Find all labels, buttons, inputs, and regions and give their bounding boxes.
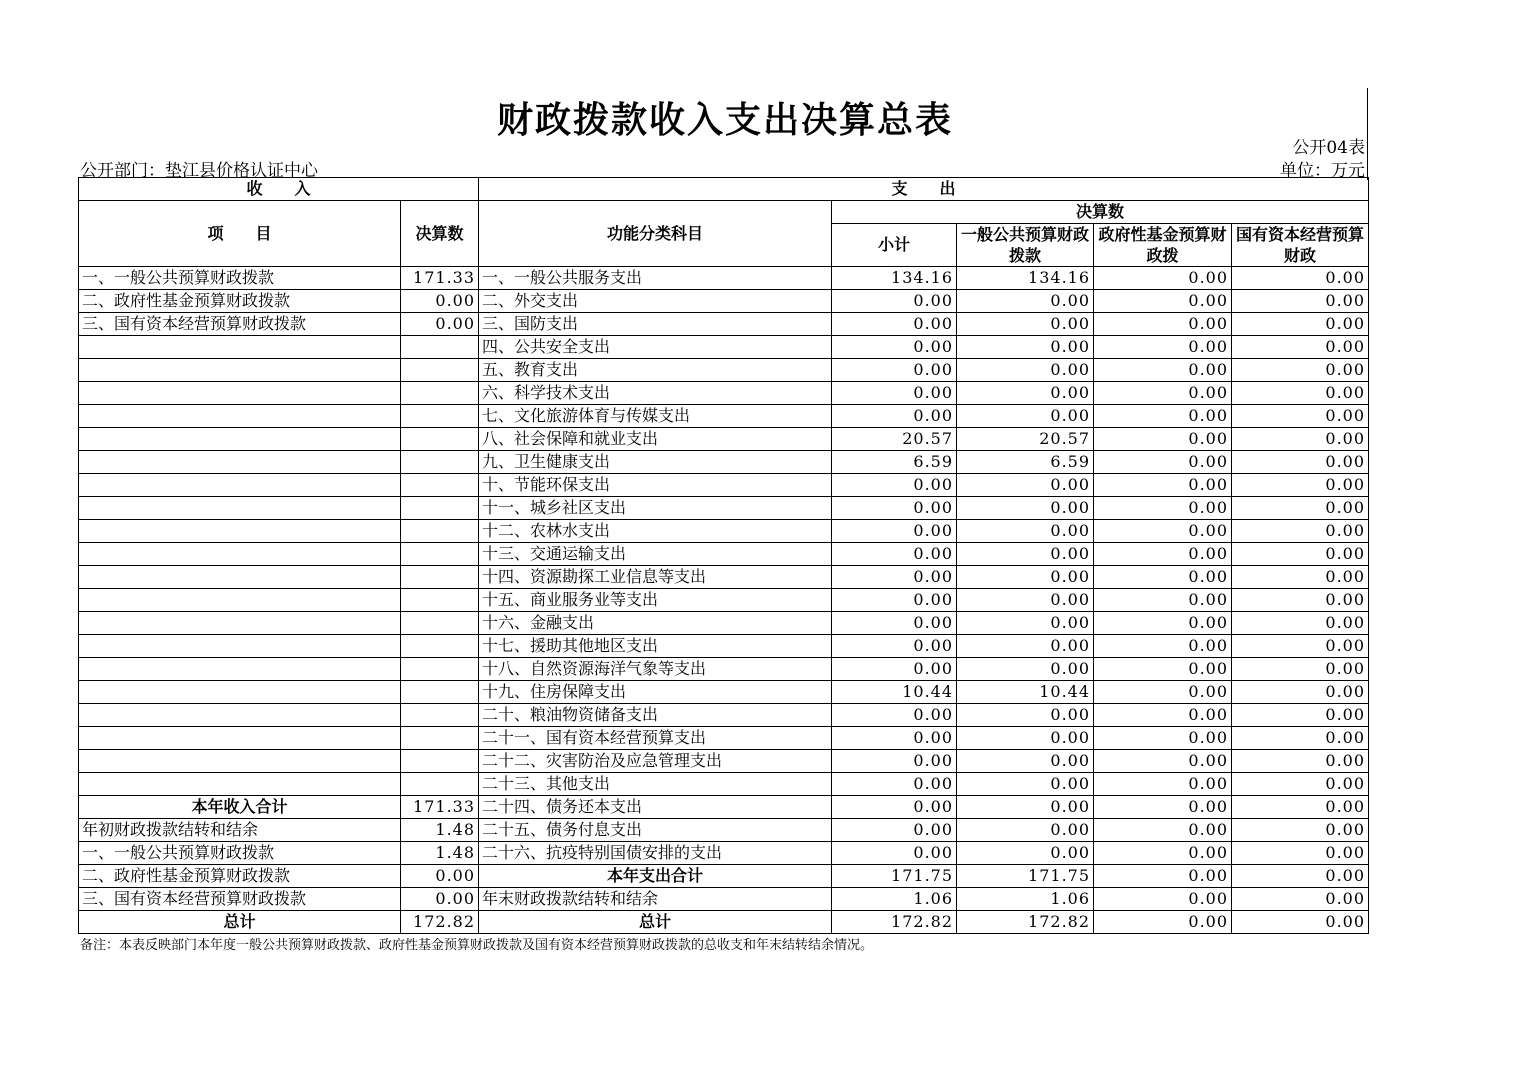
expense-item-cell: 十一、城乡社区支出 [479,497,832,520]
gov-fund-cell: 0.00 [1094,451,1232,474]
general-budget-cell: 0.00 [957,543,1094,566]
state-capital-cell: 0.00 [1232,911,1369,934]
gov-fund-cell: 0.00 [1094,267,1232,290]
table-row [79,566,1369,589]
expense-item-cell: 二、外交支出 [479,290,832,313]
income-item-cell: 一、一般公共预算财政拨款 [79,842,401,865]
subtotal-cell: 0.00 [832,543,957,566]
general-budget-cell: 0.00 [957,727,1094,750]
gov-fund-cell: 0.00 [1094,428,1232,451]
income-item-cell [79,336,401,359]
income-amount-cell [401,658,479,681]
table-row [79,359,1369,382]
income-amount-cell [401,750,479,773]
general-budget-cell: 6.59 [957,451,1094,474]
expense-item-cell: 九、卫生健康支出 [479,451,832,474]
expense-item-cell: 三、国防支出 [479,313,832,336]
table-row [79,888,1369,911]
table-row [79,313,1369,336]
subtotal-cell: 0.00 [832,290,957,313]
table-row [79,589,1369,612]
gov-fund-cell: 0.00 [1094,842,1232,865]
subtotal-cell: 0.00 [832,635,957,658]
gov-fund-cell: 0.00 [1094,566,1232,589]
header-row-1 [79,178,1369,201]
budget-table [78,177,1369,934]
general-budget-cell: 172.82 [957,911,1094,934]
gov-fund-cell: 0.00 [1094,681,1232,704]
subtotal-cell: 6.59 [832,451,957,474]
expense-item-cell: 总计 [479,911,832,934]
income-amount-cell: 0.00 [401,290,479,313]
table-row [79,290,1369,313]
expense-item-cell: 二十二、灾害防治及应急管理支出 [479,750,832,773]
table-row [79,474,1369,497]
gov-fund-cell: 0.00 [1094,773,1232,796]
income-amount-cell [401,520,479,543]
state-capital-cell: 0.00 [1232,865,1369,888]
general-budget-cell: 0.00 [957,819,1094,842]
item-header: 项 目 [79,201,401,267]
subtotal-cell: 10.44 [832,681,957,704]
income-amount-cell [401,336,479,359]
general-budget-cell: 0.00 [957,520,1094,543]
expense-item-cell: 十九、住房保障支出 [479,681,832,704]
subtotal-cell: 0.00 [832,704,957,727]
gov-fund-cell: 0.00 [1094,750,1232,773]
income-item-cell [79,451,401,474]
gov-fund-cell: 0.00 [1094,704,1232,727]
income-amount-cell: 172.82 [401,911,479,934]
general-budget-cell: 0.00 [957,842,1094,865]
general-budget-cell: 0.00 [957,589,1094,612]
right-border-line [1367,88,1368,180]
state-capital-cell: 0.00 [1232,612,1369,635]
income-item-cell [79,727,401,750]
department-label: 公开部门：垫江县价格认证中心 [80,161,318,181]
subtotal-cell: 0.00 [832,658,957,681]
general-budget-cell: 0.00 [957,290,1094,313]
income-item-cell [79,382,401,405]
gov-fund-cell: 0.00 [1094,796,1232,819]
income-amount-cell [401,497,479,520]
header-row-2 [79,201,1369,224]
general-budget-header: 一般公共预算财政拨款 [957,224,1094,267]
general-budget-cell: 171.75 [957,865,1094,888]
subtotal-cell: 0.00 [832,612,957,635]
gov-fund-cell: 0.00 [1094,474,1232,497]
gov-fund-cell: 0.00 [1094,635,1232,658]
general-budget-cell: 10.44 [957,681,1094,704]
subtotal-cell: 0.00 [832,405,957,428]
expense-item-cell: 年末财政拨款结转和结余 [479,888,832,911]
income-item-cell: 年初财政拨款结转和结余 [79,819,401,842]
subtotal-cell: 134.16 [832,267,957,290]
income-amount-cell: 171.33 [401,796,479,819]
income-item-cell [79,704,401,727]
general-budget-cell: 0.00 [957,566,1094,589]
general-budget-cell: 0.00 [957,773,1094,796]
income-amount-cell [401,589,479,612]
income-amount-cell [401,612,479,635]
gov-fund-cell: 0.00 [1094,658,1232,681]
state-capital-cell: 0.00 [1232,520,1369,543]
income-item-cell [79,428,401,451]
subtotal-cell: 0.00 [832,727,957,750]
income-amount-cell: 0.00 [401,865,479,888]
expense-item-cell: 二十三、其他支出 [479,773,832,796]
gov-fund-cell: 0.00 [1094,520,1232,543]
general-budget-cell: 0.00 [957,635,1094,658]
income-item-cell: 三、国有资本经营预算财政拨款 [79,313,401,336]
state-capital-cell: 0.00 [1232,428,1369,451]
income-amount-cell [401,635,479,658]
income-item-cell: 本年收入合计 [79,796,401,819]
expense-item-cell: 十六、金融支出 [479,612,832,635]
state-capital-header: 国有资本经营预算财政 [1232,224,1369,267]
general-budget-cell: 0.00 [957,405,1094,428]
table-row [79,428,1369,451]
general-budget-cell: 0.00 [957,796,1094,819]
income-amount-cell [401,773,479,796]
income-amount-cell [401,681,479,704]
income-item-cell: 二、政府性基金预算财政拨款 [79,865,401,888]
income-item-cell [79,773,401,796]
subtotal-cell: 0.00 [832,313,957,336]
income-item-cell [79,635,401,658]
gov-fund-cell: 0.00 [1094,911,1232,934]
subtotal-cell: 0.00 [832,566,957,589]
income-item-cell [79,497,401,520]
expense-item-cell: 十五、商业服务业等支出 [479,589,832,612]
state-capital-cell: 0.00 [1232,888,1369,911]
state-capital-cell: 0.00 [1232,290,1369,313]
table-row [79,727,1369,750]
table-row [79,635,1369,658]
state-capital-cell: 0.00 [1232,543,1369,566]
subtotal-cell: 20.57 [832,428,957,451]
income-item-cell [79,405,401,428]
income-amount-cell: 1.48 [401,842,479,865]
income-item-cell [79,750,401,773]
state-capital-cell: 0.00 [1232,658,1369,681]
general-budget-cell: 134.16 [957,267,1094,290]
state-capital-cell: 0.00 [1232,497,1369,520]
income-item-cell: 三、国有资本经营预算财政拨款 [79,888,401,911]
income-item-cell [79,681,401,704]
gov-fund-cell: 0.00 [1094,589,1232,612]
table-row [79,382,1369,405]
table-row [79,865,1369,888]
expense-item-cell: 二十六、抗疫特别国债安排的支出 [479,842,832,865]
general-budget-cell: 0.00 [957,313,1094,336]
gov-fund-cell: 0.00 [1094,382,1232,405]
expense-item-cell: 十、节能环保支出 [479,474,832,497]
expense-item-cell: 五、教育支出 [479,359,832,382]
subtotal-cell: 0.00 [832,819,957,842]
table-row [79,911,1369,934]
general-budget-cell: 1.06 [957,888,1094,911]
table-row [79,451,1369,474]
income-amount-cell: 0.00 [401,313,479,336]
income-item-cell: 总计 [79,911,401,934]
expense-item-cell: 八、社会保障和就业支出 [479,428,832,451]
subtotal-cell: 0.00 [832,842,957,865]
expense-item-cell: 十七、援助其他地区支出 [479,635,832,658]
subtotal-cell: 171.75 [832,865,957,888]
subtotal-cell: 0.00 [832,474,957,497]
func-subject-header: 功能分类科目 [479,201,832,267]
table-row [79,681,1369,704]
table-row [79,750,1369,773]
table-row [79,612,1369,635]
table-row [79,497,1369,520]
income-amount-cell [401,704,479,727]
final-amount-header: 决算数 [832,201,1369,224]
subtotal-cell: 0.00 [832,382,957,405]
subtotal-cell: 0.00 [832,520,957,543]
gov-fund-cell: 0.00 [1094,497,1232,520]
gov-fund-cell: 0.00 [1094,865,1232,888]
state-capital-cell: 0.00 [1232,451,1369,474]
state-capital-cell: 0.00 [1232,405,1369,428]
state-capital-cell: 0.00 [1232,382,1369,405]
state-capital-cell: 0.00 [1232,727,1369,750]
general-budget-cell: 0.00 [957,658,1094,681]
table-row [79,658,1369,681]
state-capital-cell: 0.00 [1232,474,1369,497]
page-title: 财政拨款收入支出决算总表 [496,100,953,141]
state-capital-cell: 0.00 [1232,635,1369,658]
income-item-cell [79,658,401,681]
general-budget-cell: 20.57 [957,428,1094,451]
table-row [79,796,1369,819]
table-row [79,543,1369,566]
gov-fund-cell: 0.00 [1094,313,1232,336]
gov-fund-cell: 0.00 [1094,819,1232,842]
state-capital-cell: 0.00 [1232,313,1369,336]
expense-item-cell: 四、公共安全支出 [479,336,832,359]
gov-fund-cell: 0.00 [1094,405,1232,428]
general-budget-cell: 0.00 [957,359,1094,382]
income-header: 收 入 [79,178,479,201]
subtotal-cell: 0.00 [832,750,957,773]
income-item-cell [79,520,401,543]
subtotal-cell: 0.00 [832,796,957,819]
general-budget-cell: 0.00 [957,704,1094,727]
income-item-cell: 二、政府性基金预算财政拨款 [79,290,401,313]
state-capital-cell: 0.00 [1232,796,1369,819]
amount-header: 决算数 [401,201,479,267]
income-amount-cell [401,405,479,428]
expense-item-cell: 二十五、债务付息支出 [479,819,832,842]
income-item-cell [79,612,401,635]
general-budget-cell: 0.00 [957,750,1094,773]
state-capital-cell: 0.00 [1232,773,1369,796]
form-number: 公开04表 [1292,138,1365,158]
state-capital-cell: 0.00 [1232,566,1369,589]
income-amount-cell [401,727,479,750]
state-capital-cell: 0.00 [1232,842,1369,865]
footnote: 备注：本表反映部门本年度一般公共预算财政拨款、政府性基金预算财政拨款及国有资本经营预算财政拨款的总收支和年末结转结余情况。 [80,938,874,953]
gov-fund-cell: 0.00 [1094,359,1232,382]
income-amount-cell: 1.48 [401,819,479,842]
gov-fund-cell: 0.00 [1094,888,1232,911]
gov-fund-cell: 0.00 [1094,612,1232,635]
state-capital-cell: 0.00 [1232,750,1369,773]
income-amount-cell [401,566,479,589]
table-row [79,267,1369,290]
state-capital-cell: 0.00 [1232,589,1369,612]
general-budget-cell: 0.00 [957,497,1094,520]
unit-label: 单位：万元 [1280,161,1365,181]
income-amount-cell: 171.33 [401,267,479,290]
expense-item-cell: 六、科学技术支出 [479,382,832,405]
expense-item-cell: 十二、农林水支出 [479,520,832,543]
gov-fund-cell: 0.00 [1094,336,1232,359]
income-amount-cell [401,543,479,566]
income-amount-cell [401,359,479,382]
income-item-cell [79,359,401,382]
table-row [79,336,1369,359]
income-item-cell [79,566,401,589]
expense-item-cell: 本年支出合计 [479,865,832,888]
expense-item-cell: 十三、交通运输支出 [479,543,832,566]
general-budget-cell: 0.00 [957,474,1094,497]
subtotal-cell: 0.00 [832,589,957,612]
subtotal-cell: 0.00 [832,497,957,520]
state-capital-cell: 0.00 [1232,359,1369,382]
general-budget-cell: 0.00 [957,336,1094,359]
subtotal-cell: 0.00 [832,359,957,382]
expense-item-cell: 一、一般公共服务支出 [479,267,832,290]
subtotal-cell: 0.00 [832,336,957,359]
income-item-cell: 一、一般公共预算财政拨款 [79,267,401,290]
expense-header: 支 出 [479,178,1369,201]
state-capital-cell: 0.00 [1232,704,1369,727]
income-amount-cell [401,382,479,405]
income-item-cell [79,589,401,612]
gov-fund-cell: 0.00 [1094,543,1232,566]
general-budget-cell: 0.00 [957,612,1094,635]
income-amount-cell [401,474,479,497]
table-row [79,704,1369,727]
subtotal-header: 小计 [832,224,957,267]
income-amount-cell [401,428,479,451]
subtotal-cell: 0.00 [832,773,957,796]
gov-fund-header: 政府性基金预算财政拨 [1094,224,1232,267]
expense-item-cell: 二十四、债务还本支出 [479,796,832,819]
income-item-cell [79,474,401,497]
expense-item-cell: 十四、资源勘探工业信息等支出 [479,566,832,589]
subtotal-cell: 172.82 [832,911,957,934]
table-row [79,842,1369,865]
expense-item-cell: 十八、自然资源海洋气象等支出 [479,658,832,681]
income-item-cell [79,543,401,566]
table-row [79,520,1369,543]
state-capital-cell: 0.00 [1232,267,1369,290]
state-capital-cell: 0.00 [1232,819,1369,842]
general-budget-cell: 0.00 [957,382,1094,405]
subtotal-cell: 1.06 [832,888,957,911]
expense-item-cell: 二十、粮油物资储备支出 [479,704,832,727]
state-capital-cell: 0.00 [1232,336,1369,359]
table-row [79,819,1369,842]
gov-fund-cell: 0.00 [1094,727,1232,750]
gov-fund-cell: 0.00 [1094,290,1232,313]
state-capital-cell: 0.00 [1232,681,1369,704]
table-row [79,405,1369,428]
table-row [79,773,1369,796]
expense-item-cell: 七、文化旅游体育与传媒支出 [479,405,832,428]
income-amount-cell [401,451,479,474]
expense-item-cell: 二十一、国有资本经营预算支出 [479,727,832,750]
income-amount-cell: 0.00 [401,888,479,911]
